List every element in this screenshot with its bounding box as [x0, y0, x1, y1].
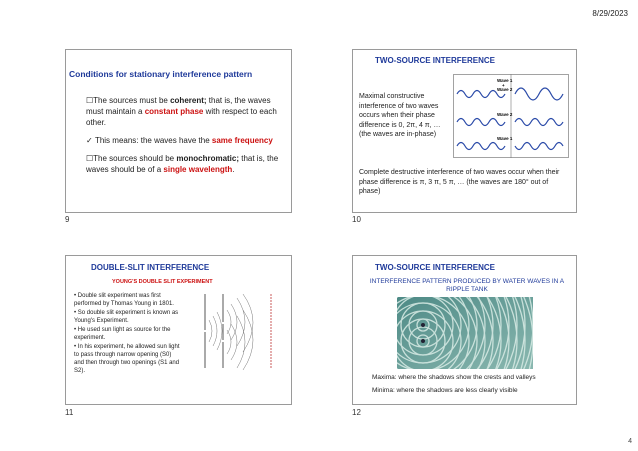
list-item: • Double slit experiment was first performed by Thomas Young in 1801.: [74, 293, 174, 307]
wave-diagram: [453, 74, 569, 158]
checkbox-bullet-icon: ☐: [86, 96, 94, 105]
wave-label: Wave 1: [497, 78, 513, 83]
slide-number: 12: [352, 408, 361, 417]
slide-number: 11: [65, 408, 74, 417]
page-number: 4: [628, 438, 632, 445]
coherent-bullet: ☐The sources must be coherent; that is, the waves must maintain a constant phase with respect to each other.: [86, 96, 277, 127]
slide-12[interactable]: [352, 255, 577, 405]
list-item: • In his experiment, he allowed sun light to pass through narrow opening (S0) and then through two openings (S1 and S2).: [74, 344, 180, 374]
double-slit-diagram: [197, 290, 277, 372]
check-icon: ✓: [86, 136, 93, 145]
list-item: • He used sun light as source for the experiment.: [74, 327, 171, 341]
slide-11[interactable]: [65, 255, 292, 405]
checkbox-bullet-icon: ☐: [86, 154, 94, 163]
ripple-tank-image: [397, 297, 533, 369]
maxima-text: Maxima: where the shadows show the crests and valleys: [372, 374, 536, 381]
frequency-bullet: ✓ This means: the waves have the same frequency: [86, 136, 273, 145]
slide-subtitle: YOUNG'S DOUBLE SLIT EXPERIMENT: [112, 279, 213, 285]
wave-label: Wave 1: [497, 136, 513, 141]
list-item: • So double slit experiment is known as Young's Experiment.: [74, 310, 179, 324]
slide-number: 10: [352, 215, 361, 224]
slide-number: 9: [65, 215, 70, 224]
slide-title: Conditions for stationary interference pattern: [69, 69, 253, 79]
slide-body: [86, 95, 286, 182]
constructive-text: Maximal constructive interference of two waves occurs when their phase difference is 0, 2π, 4 π, … (the waves are in-phase): [359, 93, 441, 138]
wave-label: Wave 2: [497, 87, 513, 92]
slide-subtitle: INTERFERENCE PATTERN PRODUCED BY WATER WAVES IN A RIPPLE TANK: [369, 278, 565, 293]
slide-10[interactable]: [352, 49, 577, 213]
slide-title: TWO-SOURCE INTERFERENCE: [375, 263, 495, 272]
wave-label: Wave 2: [497, 112, 513, 117]
date-label: 8/29/2023: [592, 9, 628, 18]
slide-9[interactable]: [65, 49, 292, 213]
slide-title: DOUBLE-SLIT INTERFERENCE: [91, 263, 210, 272]
wave-label: +: [502, 83, 505, 88]
minima-text: Minima: where the shadows are less clearly visible: [372, 387, 518, 394]
destructive-text: Complete destructive interference of two waves occur when their phase difference is π, 3 π, 5 π, … (the waves are 180° out of phase): [359, 169, 560, 195]
bullet-list: [74, 292, 182, 376]
monochromatic-bullet: ☐The sources should be monochromatic; that is, the waves should be of a single wavelength.: [86, 154, 279, 174]
slide-title: TWO-SOURCE INTERFERENCE: [375, 56, 495, 65]
